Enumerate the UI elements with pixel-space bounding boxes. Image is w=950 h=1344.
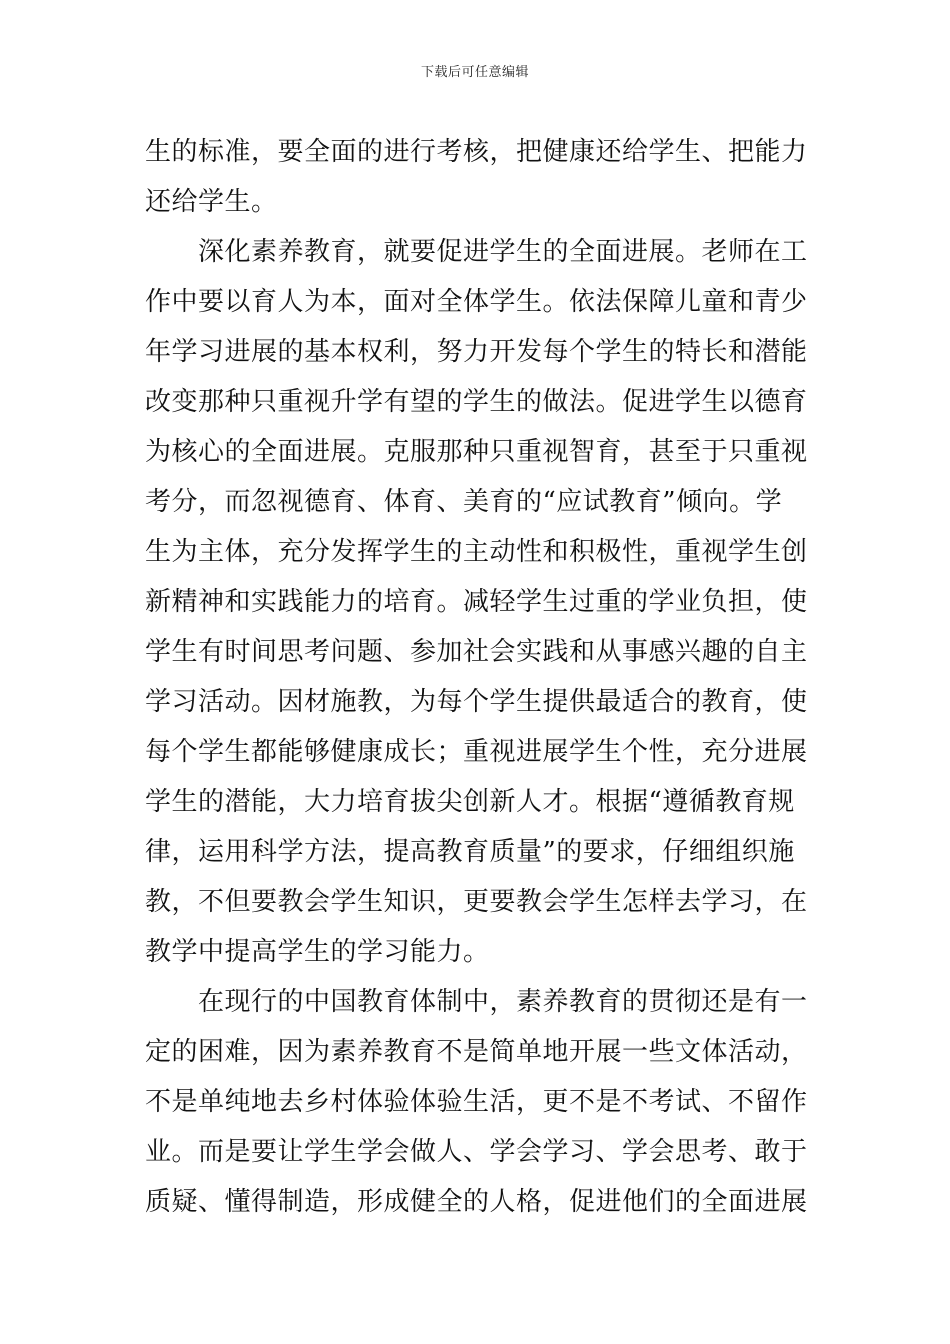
text-line: 定的困难，因为素养教育不是简单地开展一些文体活动，	[145, 1037, 808, 1067]
text-line: 改变那种只重视升学有望的学生的做法。促进学生以德育	[145, 387, 808, 417]
text-line: 教，不但要教会学生知识，更要教会学生怎样去学习，在	[145, 887, 808, 917]
text-line: 业。而是要让学生学会做人、学会学习、学会思考、敢于	[145, 1137, 808, 1167]
text-line: 在现行的中国教育体制中，素养教育的贯彻还是有一	[145, 987, 808, 1017]
text-line: 生的标准，要全面的进行考核，把健康还给学生、把能力	[145, 137, 808, 167]
body-text	[145, 127, 810, 1227]
text-line: 学生的潜能，大力培育拔尖创新人才。根据“遵循教育规	[145, 787, 795, 817]
text-line: 质疑、懂得制造，形成健全的人格，促进他们的全面进展	[145, 1187, 808, 1217]
text-line: 年学习进展的基本权利，努力开发每个学生的特长和潜能	[145, 337, 808, 367]
text-line: 作中要以育人为本，面对全体学生。依法保障儿童和青少	[145, 287, 808, 317]
text-line: 学生有时间思考问题、参加社会实践和从事感兴趣的自主	[145, 637, 808, 667]
text-line: 考分，而忽视德育、体育、美育的“应试教育”倾向。学	[145, 487, 783, 517]
page-header: 下载后可任意编辑	[420, 65, 529, 80]
text-line: 还给学生。	[145, 187, 278, 217]
text-line: 不是单纯地去乡村体验体验生活，更不是不考试、不留作	[145, 1087, 808, 1117]
text-line: 新精神和实践能力的培育。减轻学生过重的学业负担，使	[145, 587, 808, 617]
text-line: 学习活动。因材施教，为每个学生提供最适合的教育，使	[145, 687, 808, 717]
text-line: 律，运用科学方法，提高教育质量”的要求，仔细组织施	[145, 837, 795, 867]
text-line: 深化素养教育，就要促进学生的全面进展。老师在工	[145, 237, 808, 267]
text-line: 为核心的全面进展。克服那种只重视智育，甚至于只重视	[145, 437, 808, 467]
text-line: 每个学生都能够健康成长；重视进展学生个性，充分进展	[145, 737, 808, 767]
text-line: 教学中提高学生的学习能力。	[145, 937, 490, 967]
text-line: 生为主体，充分发挥学生的主动性和积极性，重视学生创	[145, 537, 808, 567]
